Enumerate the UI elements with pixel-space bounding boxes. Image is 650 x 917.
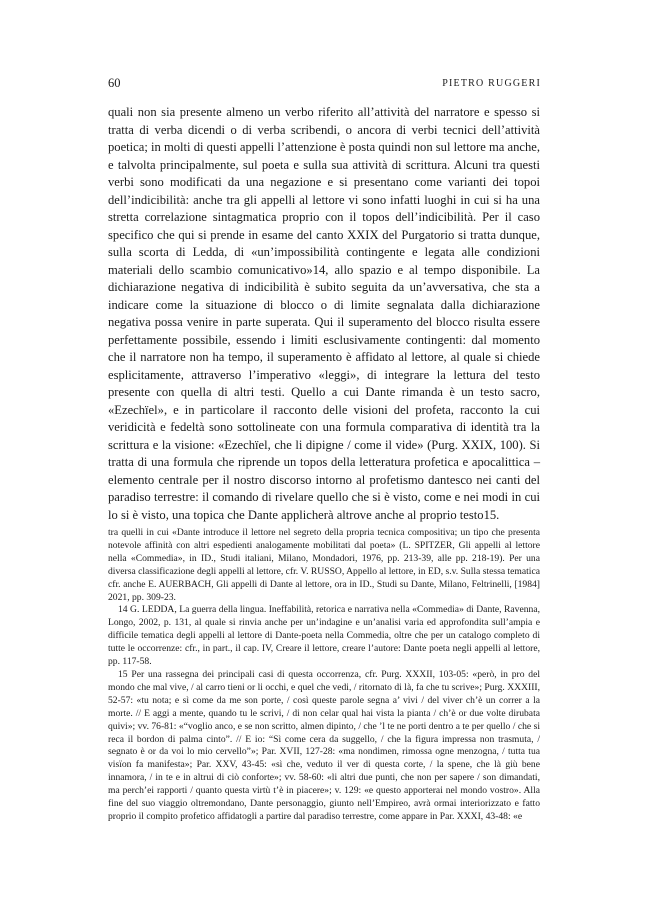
- running-head: PIETRO RUGGERI: [442, 78, 541, 89]
- main-text: [108, 104, 540, 524]
- footnote-14: 14 G. LEDDA, La guerra della lingua. Ineffabilità, retorica e narrativa nella «Commedia» di Dante, Ravenna, Longo, 2002, p. 131, al quale si rinvia anche per un’indagine e un’analisi varia ed approfondita sull’ampia e difficile tematica degli appelli al lettore di Dante-poeta nella Commedia, oltre che per un catalogo completo di tutte le occorrenze: cfr., in part., il cap. IV, Creare il lettore, creare l’autore: Dante poeta negli appelli al lettore, pp. 117-58.: [108, 604, 540, 668]
- page-number: 60: [108, 76, 121, 90]
- footnote-continuation: tra quelli in cui «Dante introduce il lettore nel segreto della propria tecnica compositiva; un tipo che presenta notevole affinità con altri espedienti analogamente mobilitati dal poeta» (L. SPITZER, Gli appelli al lettore nella «Commedia», in ID., Studi italiani, Milano, Mondadori, 1976, pp. 213-39, alle pp. 218-19). Per una diversa classificazione degli appelli al lettore, cfr. V. RUSSO, Appello al lettore, in ED, s.v. Sulla stessa tematica cfr. anche E. AUERBACH, Gli appelli di Dante al lettore, ora in ID., Studi su Dante, Milano, Feltrinelli, [1984] 2021, pp. 309-23.: [108, 527, 540, 603]
- body-paragraph: quali non sia presente almeno un verbo riferito all’attività del narratore e spesso si tratta di verba dicendi o di verba scribendi, o ancora di verbi tecnici dell’attività poetica; in molti di questi appelli l’attenzione è posta quindi non sul lettore ma anche, e talvolta principalmente, sul poeta e sulla sua attività di scrittura. Alcuni tra questi verbi sono modificati da una negazione e si presentano come varianti dei topoi dell’indicibilità: anche tra gli appelli al lettore vi sono infatti luoghi in cui si ha una stretta correlazione sintagmatica proprio con il topos dell’indicibilità. Per il caso specifico che qui si prende in esame del canto XXIX del Purgatorio si tratta dunque, sulla scorta di Ledda, di «un’impossibilità contingente e legata alle condizioni materiali dello scambio comunicativo»14, allo spazio e al tempo disponibile. La dichiarazione negativa di indicibilità è subito seguita da un’avversativa, che sta a indicare come la situazione di blocco o di limite segnalata dalla dichiarazione negativa possa venire in parte superata. Qui il superamento del blocco risulta essere perfettamente possibile, essendo i limiti esclusivamente contingenti: dal momento che il narratore non ha tempo, il superamento è affidato al lettore, al quale si chiede esplicitamente, attraverso l’imperativo «leggi», di integrare la lettura del testo presente con quella di altri testi. Quello a cui Dante rimanda è un testo sacro, «Ezechïel», e in particolare il racconto delle visioni del profeta, racconto la cui veridicità e fedeltà sono sottolineate con una formula comparativa di identità tra la scrittura e la visione: «Ezechïel, che li dipigne / come il vide» (Purg. XXIX, 100). Si tratta di una formula che riprende un topos della letteratura profetica e apocalittica – elemento centrale per il nostro discorso intorno al profetismo dantesco nei canti del paradiso terrestre: il comando di rivelare quello che si è visto, come e nei modi in cui lo si è visto, una topica che Dante applicherà altrove anche al proprio testo15.: [108, 105, 540, 522]
- footnote-15: 15 Per una rassegna dei principali casi di questa occorrenza, cfr. Purg. XXXII, 103-05: «però, in pro del mondo che mal vive, / al carro tieni or li occhi, e quel che vedi, / ritornato di là, fa che tu scrive»; Purg. XXXIII, 52-57: «tu nota; e sì come da me son porte, / così queste parole segna a’ vivi / del viver ch’è un correr a la morte. // E aggi a mente, quando tu le scrivi, / di non celar qual hai vista la pianta / ch’è or due volte dirubata quivi»; vv. 76-81: «“voglio anco, e se non scritto, almen dipinto, / che ’l te ne porti dentro a te per quello / che si reca il bordon di palma cinto”. // E io: “Sì come cera da suggello, / che la figura impressa non trasmuta, / segnato è or da voi lo mio cervello”»; Par. XVII, 127-28: «ma nondimen, rimossa ogne menzogna, / tutta tua visïon fa manifesta»; Par. XXV, 43-45: «sì che, veduto il ver di questa corte, / la spene, che là giù bene innamora, / in te e in altrui di ciò conforte»; vv. 58-60: «li altri due punti, che non per sapere / son dimandati, ma perch’ei rapporti / quanto questa virtù t’è in piacere»; v. 129: «e questo apporterai nel mondo vostro». Alla fine del suo viaggio oltremondano, Dante personaggio, giunto nell’Empireo, avrà ormai interiorizzato e fatto proprio il compito profetico affidatogli a partire dal paradiso terrestre, come appare in Par. XXXI, 43-48: «e: [108, 668, 540, 822]
- footnotes: [108, 527, 540, 824]
